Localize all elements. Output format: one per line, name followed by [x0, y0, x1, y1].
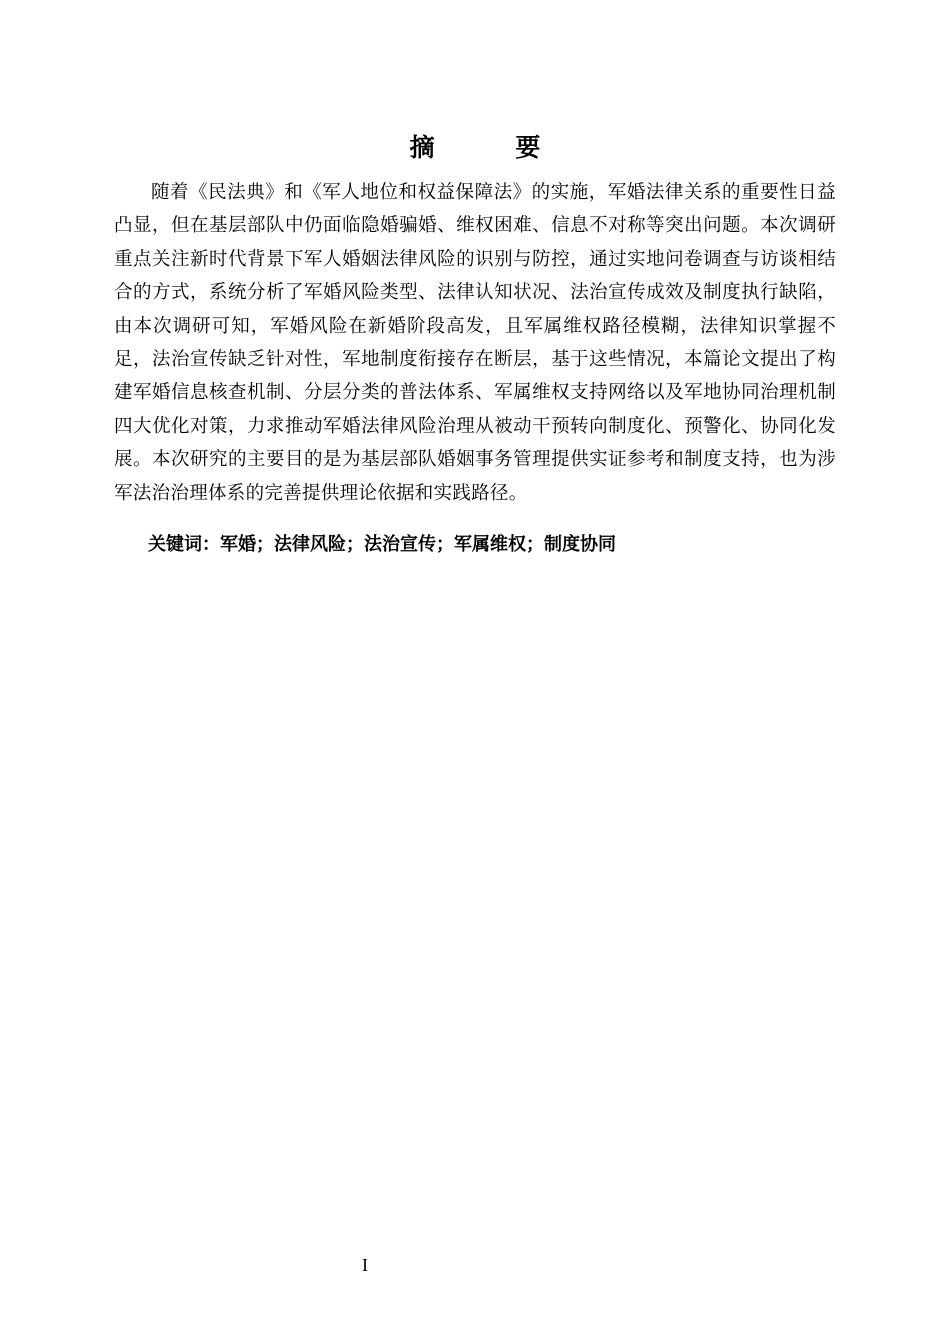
abstract-body: 随着《民法典》和《军人地位和权益保障法》的实施，军婚法律关系的重要性日益凸显，但在基层部队中仍面临隐婚骗婚、维权困难、信息不对称等突出问题。本次调研重点关注新时代背景下军人婚姻法律风险的识别与防控，通过实地问卷调查与访谈相结合的方式，系统分析了军婚风险类型、法律认知状况、法治宣传成效及制度执行缺陷，由本次调研可知，军婚风险在新婚阶段高发，且军属维权路径模糊，法律知识掌握不足，法治宣传缺乏针对性，军地制度衔接存在断层，基于这些情况，本篇论文提出了构建军婚信息核查机制、分层分类的普法体系、军属维权支持网络以及军地协同治理机制四大优化对策，力求推动军婚法律风险治理从被动干预转向制度化、预警化、协同化发展。本次研究的主要目的是为基层部队婚姻事务管理提供实证参考和制度支持，也为涉军法治治理体系的完善提供理论依据和实践路径。 — [114, 182, 836, 504]
keywords-list: 军婚；法律风险；法治宣传；军属维权；制度协同 — [220, 534, 616, 555]
keywords-line — [148, 530, 616, 560]
keywords-label: 关键词： — [148, 534, 220, 555]
page-number: I — [362, 1255, 368, 1275]
abstract-title: 摘 要 — [409, 133, 577, 162]
